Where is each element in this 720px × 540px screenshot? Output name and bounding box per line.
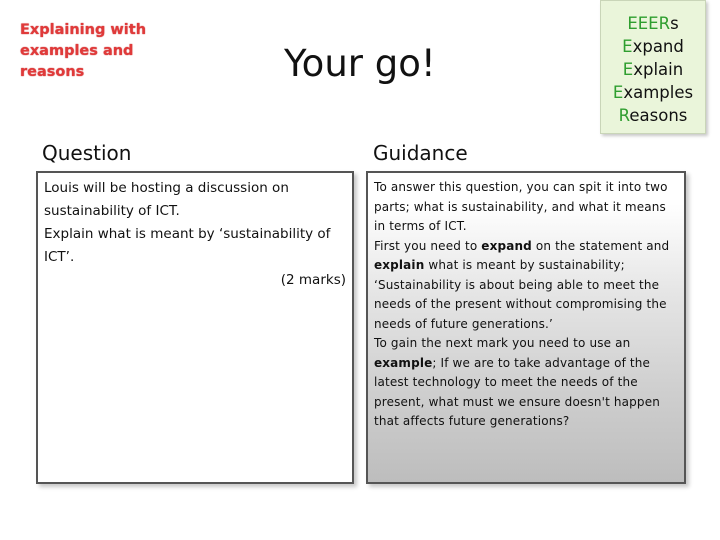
eeers-item-examples [601, 81, 705, 104]
guidance-paragraph-2 [374, 237, 676, 335]
question-heading: Question [42, 141, 132, 165]
eeers-box [600, 0, 706, 134]
guidance-box [366, 171, 686, 484]
guidance-keyword-explain: explain [374, 258, 425, 272]
eeers-item-rest: easons [629, 106, 688, 125]
eeers-item-explain [601, 58, 705, 81]
eeers-title-rest: s [670, 14, 679, 33]
guidance-keyword-example: example [374, 355, 433, 370]
eeers-item-rest: xamples [623, 83, 694, 102]
guidance-text: ; If we are to take advantage of the latest technology to meet the needs of the present, what must we ensure doesn't happen that affects future generations? [374, 355, 660, 428]
guidance-text: First you need to [374, 238, 482, 253]
eeers-item-rest: xpand [632, 37, 684, 56]
guidance-text: To gain the next mark you need to use an [374, 336, 631, 350]
guidance-heading: Guidance [373, 141, 468, 165]
guidance-text: what is meant by sustainability; ‘Sustainability is about being able to meet the needs of the present without compromising the needs of future generations.’ [374, 258, 667, 331]
eeers-item-reasons [601, 104, 705, 127]
eeers-item-initial: E [622, 37, 633, 56]
eeers-item-initial: R [618, 106, 630, 125]
guidance-paragraph-1: To answer this question, you can spit it into two parts; what is sustainability, and what it means in terms of ICT. [374, 180, 668, 233]
guidance-keyword-expand: expand [481, 238, 532, 253]
eeers-item-rest: xplain [633, 60, 684, 79]
question-text-1: Louis will be hosting a discussion on sustainability of ICT. [44, 180, 289, 219]
page-title: Your go! [284, 42, 436, 85]
eeers-title [601, 12, 705, 35]
marks-label: (2 marks) [280, 272, 346, 288]
eeers-item-expand [601, 35, 705, 58]
eeers-item-initial: E [622, 60, 634, 79]
guidance-paragraph-3 [374, 334, 676, 432]
guidance-text: on the statement and [531, 238, 670, 253]
eeers-item-initial: E [612, 83, 624, 102]
question-box [36, 171, 354, 484]
eeers-title-accent: EEER [627, 14, 671, 33]
question-text-2: Explain what is meant by ‘sustainability of ICT’. [44, 226, 331, 265]
corner-title: Explaining with examples and reasons [20, 22, 147, 80]
